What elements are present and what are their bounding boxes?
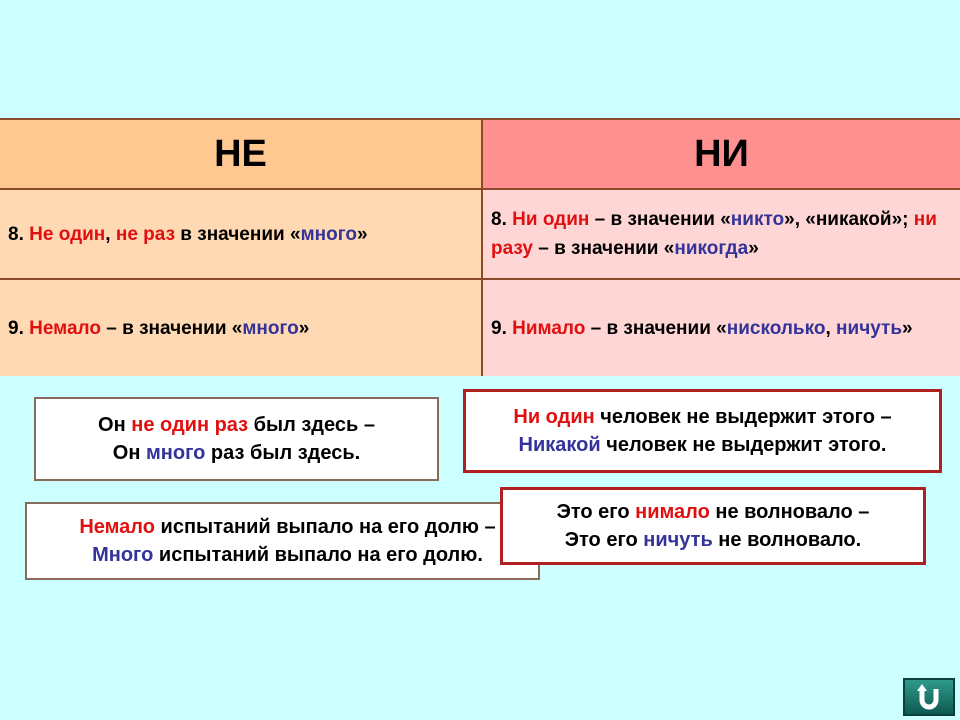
example-line (36, 439, 437, 467)
highlight-red: Ни один (512, 209, 590, 230)
highlight-red: ни разу (491, 209, 937, 259)
comparison-table (0, 118, 960, 376)
highlight-blue: ничуть (643, 529, 713, 551)
text-segment: – в значении « (100, 317, 243, 339)
text-segment: » (298, 317, 310, 339)
text-segment: – в значении « (589, 209, 731, 230)
rule-number: 8. (8, 223, 24, 245)
example-line (27, 513, 538, 541)
highlight-blue: много (146, 442, 206, 464)
rule-number: 9. (8, 317, 24, 339)
example-line (503, 498, 923, 526)
highlight-red: не один раз (131, 414, 249, 436)
rule-9-ni (481, 278, 960, 376)
text-segment: не волновало – (709, 501, 870, 523)
highlight-blue: Никакой (518, 434, 601, 456)
highlight-red: Немало (29, 317, 101, 339)
example-line (466, 403, 939, 431)
example-box-ne-odin (34, 397, 439, 481)
highlight-red: не раз (115, 223, 176, 245)
highlight-blue: никто (730, 209, 785, 230)
highlight-blue: много (300, 223, 357, 245)
rule-9-ni-text (483, 314, 921, 343)
text-segment: раз был здесь. (205, 442, 361, 464)
highlight-red: Ни один (513, 406, 595, 428)
return-button[interactable] (903, 678, 955, 716)
text-segment: человек не выдержит этого – (594, 406, 892, 428)
rule-8-ni-text (483, 205, 960, 263)
text-segment: был здесь – (248, 414, 375, 436)
text-segment: – в значении « (532, 238, 675, 259)
rule-number: 8. (491, 209, 507, 230)
text-segment: » (902, 317, 913, 339)
text-segment: человек не выдержит этого. (600, 434, 887, 456)
example-line (503, 526, 923, 554)
highlight-blue: нисколько (726, 317, 826, 339)
highlight-blue: никогда (674, 238, 749, 259)
header-ne-label: НЕ (214, 132, 267, 175)
rule-9-ne (0, 278, 481, 376)
text-segment: Это его (564, 529, 644, 551)
header-ne (0, 120, 481, 188)
text-segment: », «никакой»; (784, 209, 914, 230)
text-segment: в значении « (175, 223, 301, 245)
text-segment: , (105, 223, 116, 245)
highlight-blue: много (242, 317, 299, 339)
text-segment: испытаний выпало на его долю – (154, 516, 496, 538)
highlight-blue: Много (92, 544, 154, 566)
example-box-nemalo (25, 502, 540, 580)
highlight-red: Не один (29, 223, 106, 245)
text-segment: » (356, 223, 368, 245)
example-line (27, 541, 538, 569)
text-segment: Это его (556, 501, 636, 523)
text-segment: не волновало. (712, 529, 862, 551)
text-segment: испытаний выпало на его долю. (153, 544, 483, 566)
rule-8-ne (0, 188, 481, 278)
example-line (466, 431, 939, 459)
rule-number: 9. (491, 317, 507, 339)
rule-8-ne-text (0, 220, 376, 249)
header-ni (481, 120, 960, 188)
rule-8-ni (481, 188, 960, 278)
text-segment: » (748, 238, 759, 259)
return-arrow-icon (914, 683, 944, 711)
text-segment: Он (112, 442, 146, 464)
rule-9-ne-text (0, 314, 317, 343)
header-ni-label: НИ (694, 132, 749, 175)
text-segment: – в значении « (585, 317, 727, 339)
highlight-red: Нимало (512, 317, 586, 339)
example-box-nimalo (500, 487, 926, 565)
example-line (36, 411, 437, 439)
text-segment: , (825, 317, 837, 339)
highlight-blue: ничуть (836, 317, 903, 339)
example-box-ni-odin (463, 389, 942, 473)
text-segment: Он (98, 414, 132, 436)
highlight-red: Немало (79, 516, 155, 538)
highlight-red: нимало (635, 501, 710, 523)
